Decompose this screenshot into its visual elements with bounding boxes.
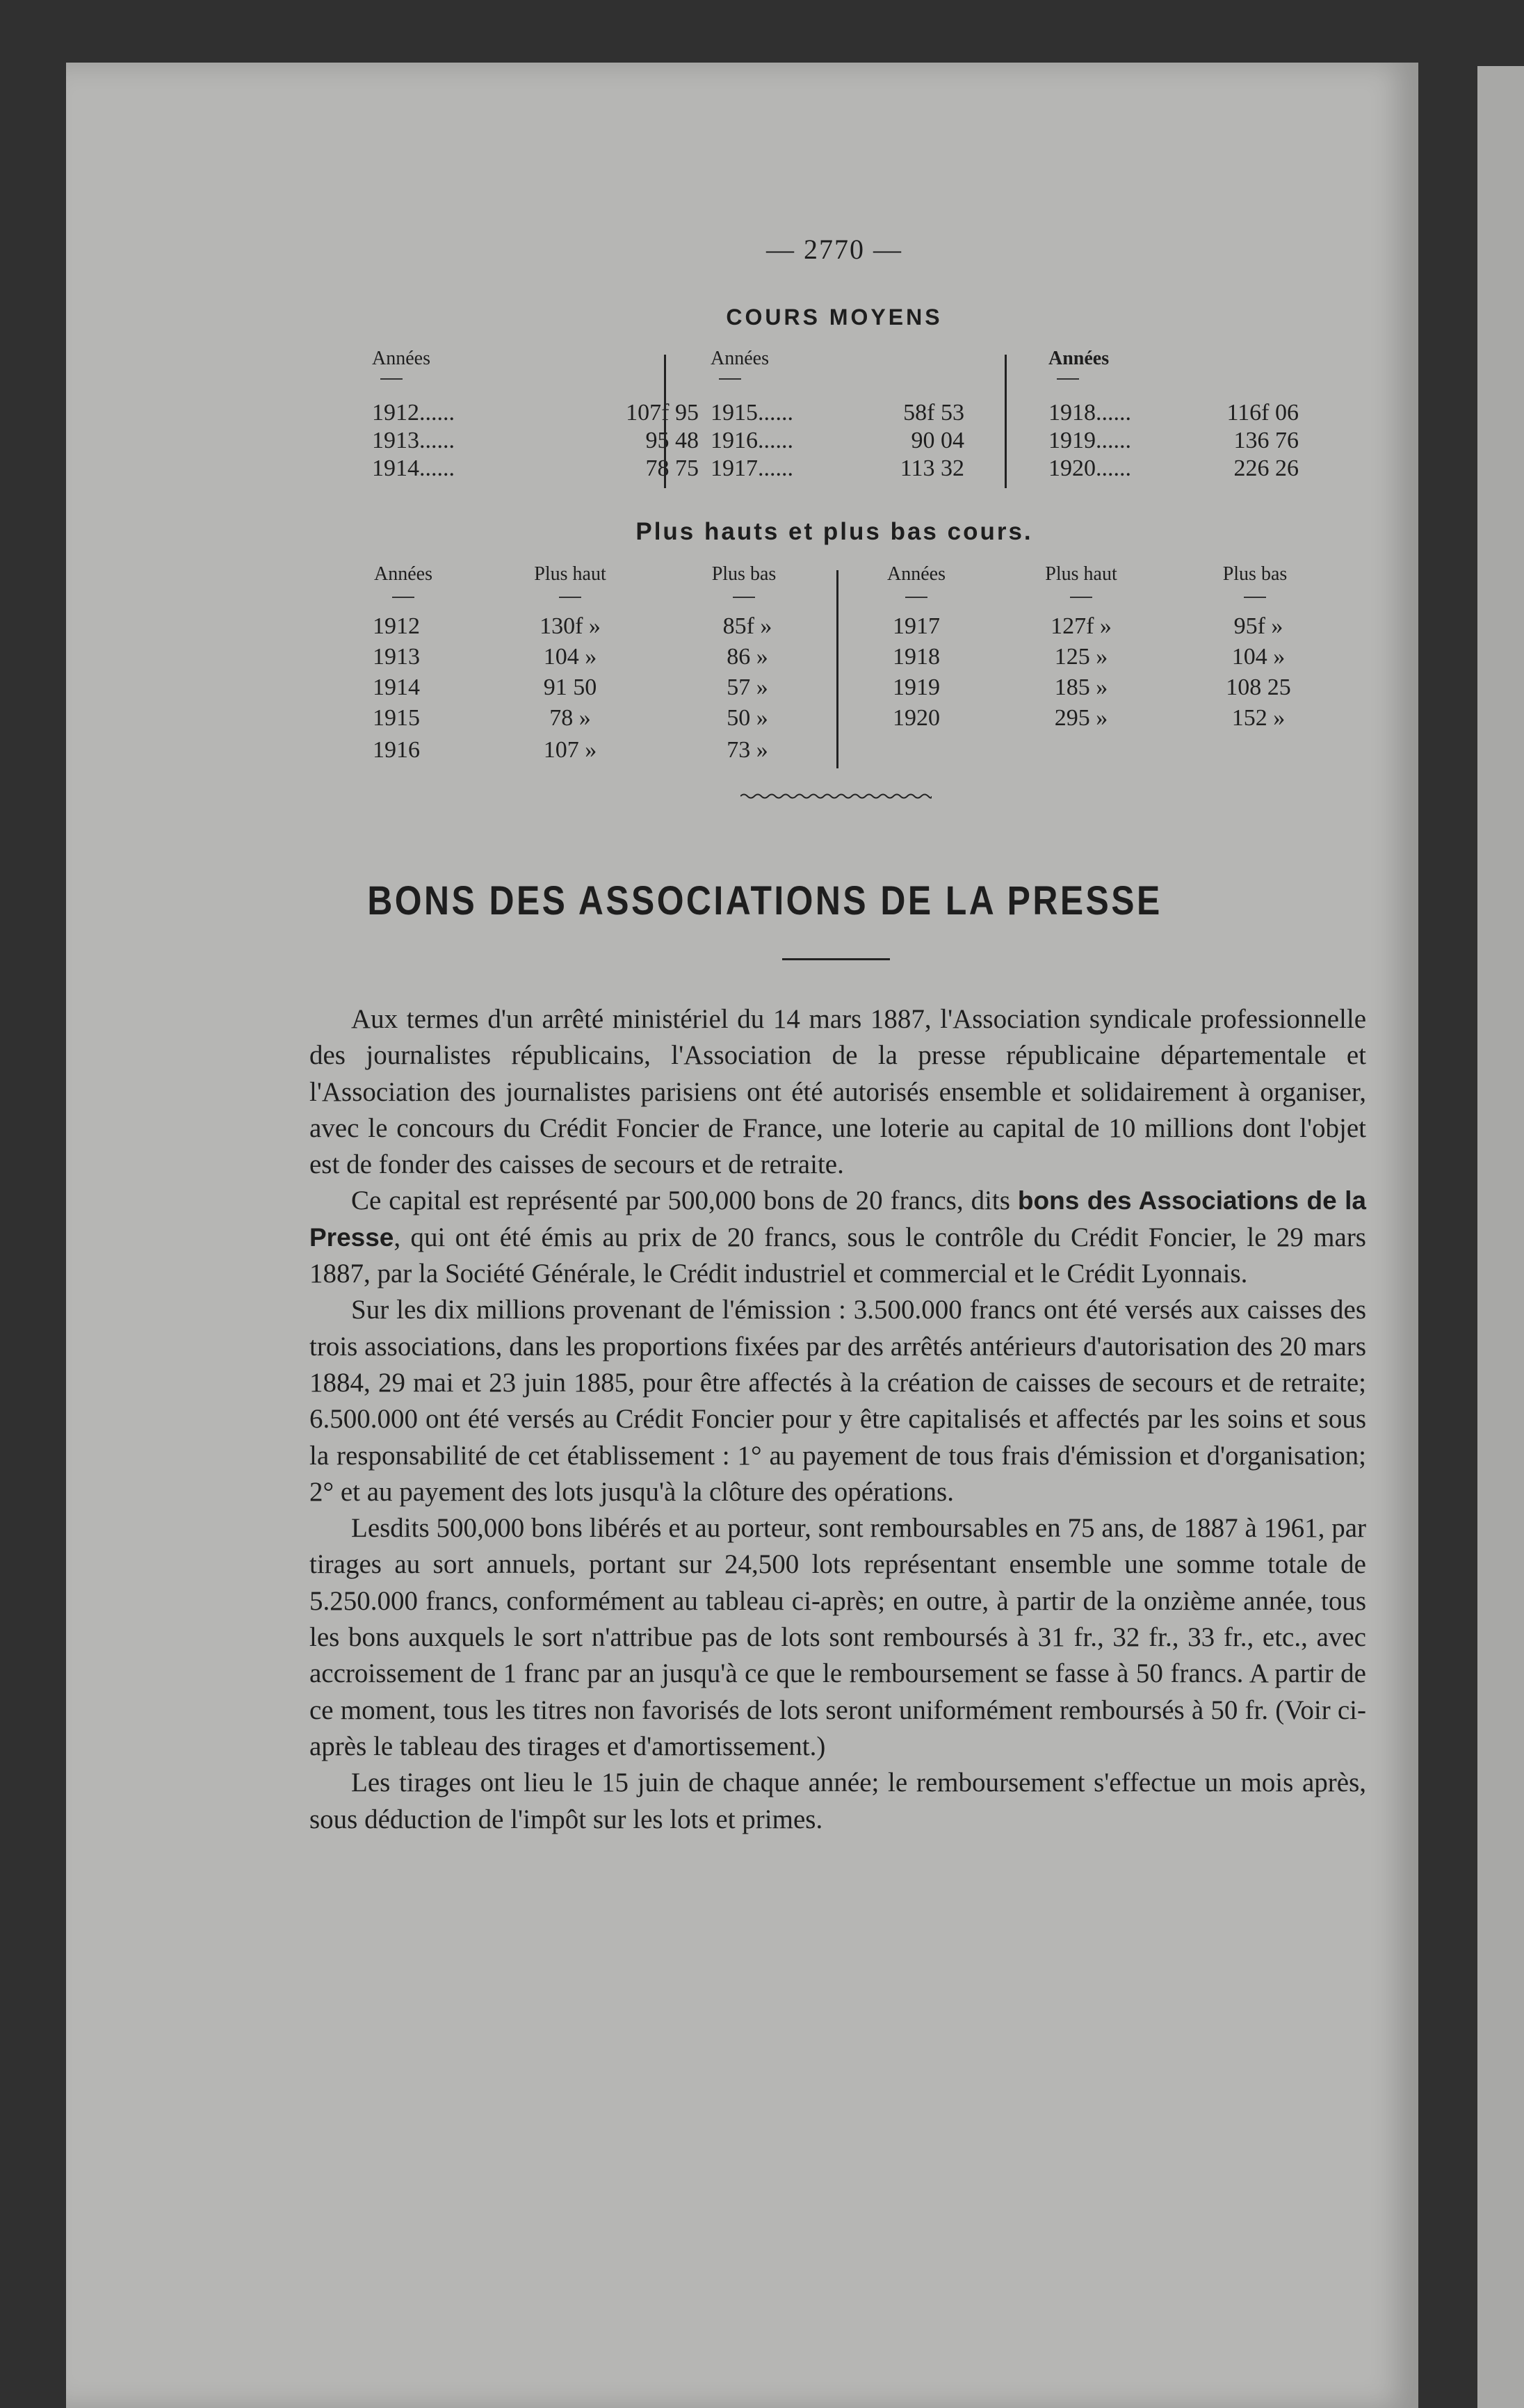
years-header: Années bbox=[1048, 348, 1110, 369]
table-row bbox=[711, 428, 964, 455]
year-cell: 1915 bbox=[373, 705, 420, 731]
table-row bbox=[372, 428, 699, 455]
table-row bbox=[1048, 455, 1299, 483]
high-cell: 104 » bbox=[543, 644, 597, 670]
header-dash bbox=[1244, 597, 1266, 598]
year-cell: 1913 bbox=[373, 644, 420, 670]
table-row bbox=[1048, 428, 1299, 455]
header-dash bbox=[1057, 378, 1079, 380]
low-cell: 57 » bbox=[727, 674, 768, 700]
column-separator bbox=[664, 355, 666, 488]
year-cell: 1920...... bbox=[1048, 455, 1131, 481]
year-cell: 1914 bbox=[373, 674, 420, 700]
year-cell: 1917 bbox=[893, 613, 940, 639]
table-row bbox=[711, 400, 964, 428]
years-header: Années bbox=[372, 348, 430, 369]
paragraph-text: , qui ont été émis au prix de 20 francs, sous le contrôle du Crédit Foncier, le 29 mars 1887, par la Société Générale, le Crédit industriel et commercial et le Crédit Lyonnais. bbox=[309, 1222, 1366, 1289]
body-text bbox=[309, 1001, 1366, 1838]
value-cell: 116f 06 bbox=[1226, 400, 1299, 426]
section-title: BONS DES ASSOCIATIONS DE LA PRESSE bbox=[367, 878, 1162, 923]
column-separator bbox=[1005, 355, 1007, 488]
value-cell: 95 48 bbox=[645, 428, 699, 453]
high-cell: 125 » bbox=[1054, 644, 1108, 670]
paragraph-text: Ce capital est représenté par 500,000 bons de 20 francs, dits bbox=[351, 1186, 1018, 1216]
value-cell: 113 32 bbox=[900, 455, 964, 481]
value-cell: 136 76 bbox=[1233, 428, 1299, 453]
header-dash bbox=[559, 597, 581, 598]
header-low: Plus bas bbox=[711, 563, 777, 585]
year-cell: 1916 bbox=[373, 737, 420, 763]
value-cell: 58f 53 bbox=[903, 400, 964, 426]
bold-term: bons des Associations de la Presse bbox=[309, 1186, 1367, 1252]
header-dash bbox=[733, 597, 755, 598]
low-cell: 86 » bbox=[727, 644, 768, 670]
high-cell: 295 » bbox=[1054, 705, 1108, 731]
high-cell: 78 » bbox=[549, 705, 591, 731]
extremes-title: Plus hauts et plus bas cours. bbox=[635, 518, 1033, 545]
year-cell: 1916...... bbox=[711, 428, 793, 453]
year-cell: 1918 bbox=[893, 644, 940, 670]
header-dash bbox=[719, 378, 741, 380]
year-cell: 1919 bbox=[893, 674, 940, 700]
year-cell: 1912...... bbox=[372, 400, 455, 426]
header-high: Plus haut bbox=[1045, 563, 1117, 585]
low-cell: 73 » bbox=[727, 737, 768, 763]
table-row bbox=[372, 400, 699, 428]
paragraph bbox=[309, 1183, 1366, 1292]
high-cell: 185 » bbox=[1054, 674, 1108, 700]
header-high: Plus haut bbox=[534, 563, 606, 585]
low-cell: 108 25 bbox=[1226, 674, 1291, 700]
value-cell: 226 26 bbox=[1233, 455, 1299, 481]
header-years: Années bbox=[374, 563, 432, 585]
value-cell: 78 75 bbox=[645, 455, 699, 481]
year-cell: 1915...... bbox=[711, 400, 793, 426]
next-page-edge bbox=[1477, 66, 1524, 2408]
wavy-divider bbox=[740, 791, 932, 801]
header-low: Plus bas bbox=[1222, 563, 1288, 585]
column-separator bbox=[836, 570, 838, 768]
years-header: Années bbox=[711, 348, 769, 369]
value-cell: 107f 95 bbox=[626, 400, 699, 426]
high-cell: 91 50 bbox=[543, 674, 597, 700]
low-cell: 85f » bbox=[722, 613, 772, 639]
year-cell: 1920 bbox=[893, 705, 940, 731]
table-row bbox=[1048, 400, 1299, 428]
cours-moyens-block-3 bbox=[1048, 348, 1299, 494]
low-cell: 50 » bbox=[727, 705, 768, 731]
header-dash bbox=[905, 597, 927, 598]
header-years: Années bbox=[887, 563, 946, 585]
cours-moyens-block-1 bbox=[372, 348, 699, 494]
header-dash bbox=[380, 378, 403, 380]
cours-moyens-block-2 bbox=[711, 348, 964, 494]
high-cell: 107 » bbox=[543, 737, 597, 763]
year-cell: 1917...... bbox=[711, 455, 793, 481]
paragraph: Aux termes d'un arrêté ministériel du 14 mars 1887, l'Association syndicale professionnelle des journalistes républicains, l'Association de la presse républicaine départementale et l'Association des journalistes parisiens ont été autorisés ensemble et solidairement à organiser, avec le concours du Crédit Foncier de France, une loterie au capital de 10 millions dont l'objet est de fonder des caisses de secours et de retraite. bbox=[309, 1004, 1366, 1180]
paragraph: Sur les dix millions provenant de l'émission : 3.500.000 francs ont été versés aux caisses des trois associations, dans les proportions fixées par des arrêtés antérieurs d'autorisation des 20 mars 1884, 29 mai et 23 juin 1885, pour être affectés à la création de caisses de secours et de retraite; 6.500.000 ont été versés au Crédit Foncier pour y être capitalisés et affectés par les soins et sous la responsabilité de cet établissement : 1° au payement de tous frais d'émission et d'organisation; 2° et au payement des lots jusqu'à la clôture des opérations. bbox=[309, 1295, 1366, 1507]
title-underline bbox=[782, 958, 890, 960]
paragraph: Les tirages ont lieu le 15 juin de chaque année; le remboursement s'effectue un mois après, sous déduction de l'impôt sur les lots et primes. bbox=[309, 1768, 1366, 1834]
low-cell: 95f » bbox=[1233, 613, 1283, 639]
year-cell: 1912 bbox=[373, 613, 420, 639]
header-dash bbox=[1070, 597, 1092, 598]
high-cell: 130f » bbox=[540, 613, 601, 639]
value-cell: 90 04 bbox=[911, 428, 964, 453]
year-cell: 1918...... bbox=[1048, 400, 1131, 426]
paragraph: Lesdits 500,000 bons libérés et au porteur, sont remboursables en 75 ans, de 1887 à 1961, par tirages au sort annuels, portant sur 24,500 lots représentant ensemble une somme totale de 5.250.000 francs, conformément au tableau ci-après; en outre, à partir de la onzième année, tous les bons auxquels le sort n'attribue pas de lots sont remboursés à 31 fr., 32 fr., 33 fr., etc., avec accroissement de 1 franc par an jusqu'à ce que le remboursement se fasse à 50 francs. A partir de ce moment, tous les titres non favorisés de lots seront uniformément remboursés à 50 fr. (Voir ci-après le tableau des tirages et d'amortissement.) bbox=[309, 1513, 1366, 1761]
table-row bbox=[711, 455, 964, 483]
cours-moyens-title: COURS MOYENS bbox=[726, 305, 943, 330]
high-cell: 127f » bbox=[1051, 613, 1112, 639]
header-dash bbox=[392, 597, 414, 598]
low-cell: 152 » bbox=[1231, 705, 1286, 731]
year-cell: 1914...... bbox=[372, 455, 455, 481]
year-cell: 1913...... bbox=[372, 428, 455, 453]
year-cell: 1919...... bbox=[1048, 428, 1131, 453]
low-cell: 104 » bbox=[1231, 644, 1286, 670]
table-row bbox=[372, 455, 699, 483]
page-number: — 2770 — bbox=[766, 234, 902, 265]
